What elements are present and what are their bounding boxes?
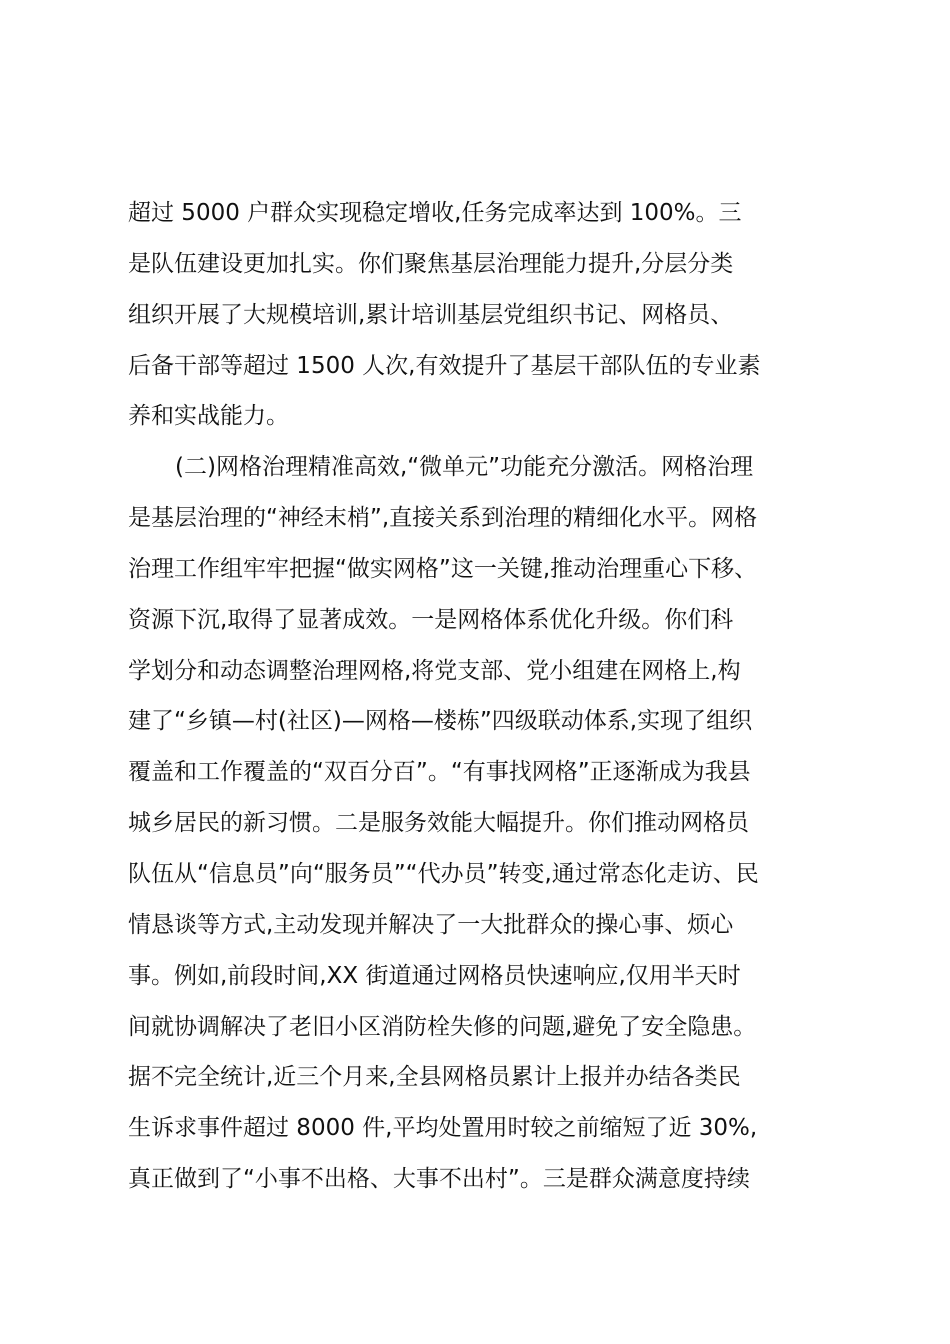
text-line: 资源下沉,取得了显著成效。一是网格体系优化升级。你们科	[128, 606, 734, 633]
text-line: 间就协调解决了老旧小区消防栓失修的问题,避免了安全隐患。	[128, 1013, 757, 1040]
text-line: 据不完全统计,近三个月来,全县网格员累计上报并办结各类民	[128, 1064, 741, 1091]
body-text	[128, 194, 828, 1211]
text-line: 组织开展了大规模培训,累计培训基层党组织书记、网格员、	[128, 301, 734, 328]
text-line: 养和实战能力。	[128, 403, 289, 430]
text-line: 治理工作组牢牢把握“做实网格”这一关键,推动治理重心下移、	[128, 555, 758, 582]
text-line: 建了“乡镇—村(社区)—网格—楼栋”四级联动体系,实现了组织	[128, 708, 753, 735]
section-heading-line: (二)网格治理精准高效,“微单元”功能充分激活。网格治理	[175, 454, 754, 481]
text-line: 覆盖和工作覆盖的“双百分百”。“有事找网格”正逐渐成为我县	[128, 759, 751, 786]
text-line: 是基层治理的“神经末梢”,直接关系到治理的精细化水平。网格	[128, 505, 758, 532]
text-line: 队伍从“信息员”向“服务员”“代办员”转变,通过常态化走访、民	[128, 860, 759, 887]
text-line: 生诉求事件超过 8000 件,平均处置用时较之前缩短了近 30%,	[128, 1115, 758, 1142]
text-line: 是队伍建设更加扎实。你们聚焦基层治理能力提升,分层分类	[128, 250, 734, 277]
text-line: 超过 5000 户群众实现稳定增收,任务完成率达到 100%。三	[128, 200, 742, 226]
text-line: 学划分和动态调整治理网格,将党支部、党小组建在网格上,构	[128, 657, 741, 684]
text-line: 事。例如,前段时间,XX 街道通过网格员快速响应,仅用半天时	[128, 962, 741, 989]
text-line: 真正做到了“小事不出格、大事不出村”。三是群众满意度持续	[128, 1166, 750, 1193]
text-line: 城乡居民的新习惯。二是服务效能大幅提升。你们推动网格员	[128, 810, 749, 837]
text-line: 后备干部等超过 1500 人次,有效提升了基层干部队伍的专业素	[128, 352, 761, 379]
text-line: 情恳谈等方式,主动发现并解决了一大批群众的操心事、烦心	[128, 911, 734, 938]
